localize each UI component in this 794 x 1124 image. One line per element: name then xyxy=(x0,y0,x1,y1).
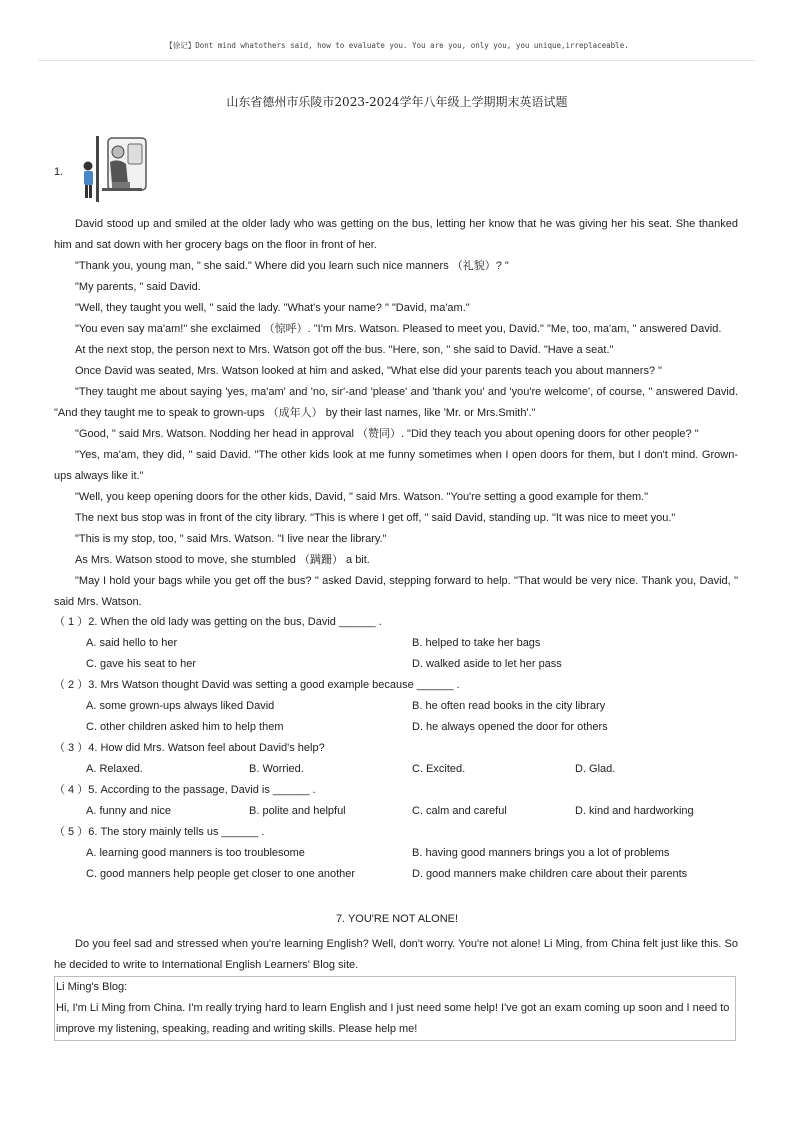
passage-paragraph: "Yes, ma'am, they did, " said David. "The other kids look at me funny sometimes when I open doors for them, but I don't mind. Grown-ups always like it." xyxy=(54,449,738,482)
passage-paragraph: "Good, " said Mrs. Watson. Nodding her head in approval （赞同）. "Did they teach you about opening doors for other people? " xyxy=(75,428,699,440)
blog-text: Hi, I'm Li Ming from China. I'm really trying hard to learn English and I just need some help! I've got an exam coming up soon and I need to improve my listening, speaking, reading and writing skills. Please help me! xyxy=(56,1002,730,1035)
option-b[interactable]: B. helped to take her bags xyxy=(412,637,541,649)
blog-box xyxy=(54,976,736,1041)
option-a[interactable]: A. some grown-ups always liked David xyxy=(86,700,275,712)
option-row xyxy=(54,843,738,864)
passage-paragraph: "Well, you keep opening doors for the other kids, David, " said Mrs. Watson. "You're setting a good example for them." xyxy=(75,491,649,503)
reading-passage xyxy=(54,214,738,613)
passage-paragraph: "Thank you, young man, " she said." Where did you learn such nice manners （礼貌）? " xyxy=(75,260,509,272)
passage-paragraph: "My parents, " said David. xyxy=(75,281,201,293)
intro-paragraph: Do you feel sad and stressed when you're learning English? Well, don't worry. You're not alone! Li Ming, from China felt just like this. So he decided to write to International English Learners' Blog site. xyxy=(54,938,738,971)
blog-heading: Li Ming's Blog: xyxy=(56,981,128,993)
passage-paragraph: As Mrs. Watson stood to move, she stumbled （蹒跚） a bit. xyxy=(75,554,370,566)
option-row xyxy=(54,696,738,717)
question-stem: （ 5 ）6. The story mainly tells us ______ . xyxy=(54,826,265,838)
question-list xyxy=(54,612,738,885)
question-stem: （ 2 ）3. Mrs Watson thought David was setting a good example because ______ . xyxy=(54,679,460,691)
option-b[interactable]: B. having good manners brings you a lot of problems xyxy=(412,847,670,859)
passage-paragraph: "This is my stop, too, " said Mrs. Watson. "I live near the library." xyxy=(75,533,387,545)
option-d[interactable]: D. Glad. xyxy=(575,763,616,775)
option-a[interactable]: A. Relaxed. xyxy=(86,763,143,775)
option-b[interactable]: B. he often read books in the city library xyxy=(412,700,606,712)
header-divider xyxy=(38,60,756,61)
option-b[interactable]: B. Worried. xyxy=(249,763,304,775)
option-d[interactable]: D. good manners make children care about their parents xyxy=(412,868,688,880)
option-c[interactable]: C. good manners help people get closer to one another xyxy=(86,868,356,880)
passage-paragraph: The next bus stop was in front of the city library. "This is where I get off, " said David, standing up. "It was nice to meet you." xyxy=(75,512,676,524)
passage-paragraph: David stood up and smiled at the older lady who was getting on the bus, letting her know that he was giving her his seat. She thanked him and sat down with her grocery bags on the floor in front of her. xyxy=(54,218,738,251)
option-d[interactable]: D. kind and hardworking xyxy=(575,805,694,817)
passage-paragraph: "Well, they taught you well, " said the lady. "What's your name? " "David, ma'am." xyxy=(75,302,470,314)
passage-paragraph: Once David was seated, Mrs. Watson looked at him and asked, "What else did your parents teach you about manners? " xyxy=(75,365,663,377)
option-c[interactable]: C. gave his seat to her xyxy=(86,658,197,670)
option-b[interactable]: B. polite and helpful xyxy=(249,805,346,817)
option-d[interactable]: D. walked aside to let her pass xyxy=(412,658,562,670)
passage-paragraph: "May I hold your bags while you get off the bus? " asked David, stepping forward to help. "That would be very nice. Thank you, David, " said Mrs. Watson. xyxy=(54,575,738,608)
bus-seat-illustration-icon xyxy=(78,134,150,204)
passage-paragraph: At the next stop, the person next to Mrs. Watson got off the bus. "Here, son, " she said to David. "Have a seat." xyxy=(75,344,614,356)
document-title: 山东省德州市乐陵市2023-2024学年八年级上学期期末英语试题 xyxy=(226,95,568,109)
header-note: 【徐记】Dont mind whatothers said, how to evaluate you. You are you, only you, you unique,irreplaceable. xyxy=(165,41,629,50)
option-c[interactable]: C. other children asked him to help them xyxy=(86,721,284,733)
section-intro xyxy=(54,934,738,976)
section-title: 7. YOU'RE NOT ALONE! xyxy=(335,913,459,925)
option-row xyxy=(54,801,738,822)
passage-paragraph: "You even say ma'am!" she exclaimed （惊呼）. "I'm Mrs. Watson. Pleased to meet you, David." "Me, too, ma'am, " answered David. xyxy=(75,323,722,335)
question-number: 1. xyxy=(54,166,64,178)
option-row xyxy=(54,633,738,654)
question-stem: （ 1 ）2. When the old lady was getting on the bus, David ______ . xyxy=(54,616,382,628)
option-d[interactable]: D. he always opened the door for others xyxy=(412,721,608,733)
option-row xyxy=(54,864,738,885)
option-row xyxy=(54,717,738,738)
option-a[interactable]: A. funny and nice xyxy=(86,805,172,817)
option-row xyxy=(54,654,738,675)
passage-paragraph: "They taught me about saying 'yes, ma'am' and 'no, sir'-and 'please' and 'thank you' and 'you're welcome', of course, " answered David. "And they taught me to speak to grown-ups （成年人） by their last names, like 'Mr. or Mrs.Smith'." xyxy=(54,386,738,419)
option-a[interactable]: A. said hello to her xyxy=(86,637,178,649)
option-c[interactable]: C. calm and careful xyxy=(412,805,507,817)
option-c[interactable]: C. Excited. xyxy=(412,763,466,775)
option-row xyxy=(54,759,738,780)
option-a[interactable]: A. learning good manners is too troublesome xyxy=(86,847,305,859)
question-stem: （ 4 ）5. According to the passage, David is ______ . xyxy=(54,784,316,796)
question-stem: （ 3 ）4. How did Mrs. Watson feel about David's help? xyxy=(54,742,325,754)
